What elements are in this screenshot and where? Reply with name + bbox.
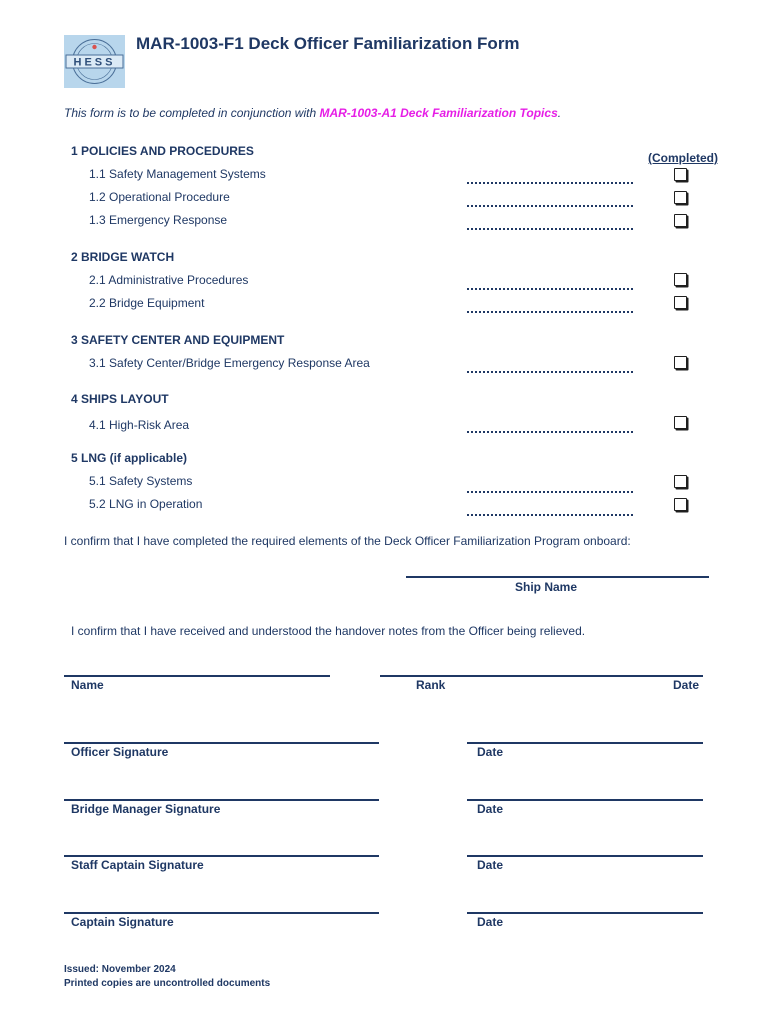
signature-date-label: Date bbox=[477, 802, 504, 816]
section-title: 3 SAFETY CENTER AND EQUIPMENT bbox=[71, 333, 285, 347]
issued-date: Issued: November 2024 bbox=[64, 964, 176, 975]
section-title: 5 LNG (if applicable) bbox=[71, 451, 188, 465]
completed-checkbox[interactable] bbox=[674, 168, 687, 181]
completed-checkbox[interactable] bbox=[674, 498, 687, 511]
bridge-manager-signature-line[interactable] bbox=[64, 799, 379, 801]
rank-label: Rank bbox=[416, 678, 446, 692]
captain-signature-line[interactable] bbox=[64, 912, 379, 914]
completed-checkbox[interactable] bbox=[674, 356, 687, 369]
officer-date-line[interactable] bbox=[467, 742, 703, 744]
signature-date-label: Date bbox=[477, 858, 504, 872]
section-title: 1 POLICIES AND PROCEDURES bbox=[71, 144, 254, 158]
completed-column-header: (Completed) bbox=[648, 151, 718, 165]
checklist-item: 5.2 LNG in Operation bbox=[89, 497, 203, 511]
officer-signature-label: Officer Signature bbox=[71, 745, 169, 759]
completed-checkbox[interactable] bbox=[674, 475, 687, 488]
checklist-item: 5.1 Safety Systems bbox=[89, 474, 193, 488]
section-title: 2 BRIDGE WATCH bbox=[71, 250, 175, 264]
checklist-item: 1.3 Emergency Response bbox=[89, 213, 228, 227]
checklist-item: 2.2 Bridge Equipment bbox=[89, 296, 205, 310]
staff-captain-signature-label: Staff Captain Signature bbox=[71, 858, 204, 872]
completed-checkbox[interactable] bbox=[674, 296, 687, 309]
logo-text: HESS bbox=[73, 56, 116, 69]
staff-captain-signature-line[interactable] bbox=[64, 855, 379, 857]
bridge-manager-date-line[interactable] bbox=[467, 799, 703, 801]
checklist-item: 4.1 High-Risk Area bbox=[89, 418, 190, 432]
dotted-leader bbox=[467, 491, 633, 493]
program-confirmation-statement: I confirm that I have completed the required elements of the Deck Officer Familiarization Program onboard: bbox=[64, 534, 631, 548]
dotted-leader bbox=[467, 182, 633, 184]
dotted-leader bbox=[467, 514, 633, 516]
date-label: Date bbox=[673, 678, 700, 692]
completed-checkbox[interactable] bbox=[674, 214, 687, 227]
intro-suffix: . bbox=[557, 106, 562, 120]
checklist-item: 2.1 Administrative Procedures bbox=[89, 273, 249, 287]
checklist-item: 3.1 Safety Center/Bridge Emergency Response Area bbox=[89, 356, 370, 370]
staff-captain-date-line[interactable] bbox=[467, 855, 703, 857]
officer-signature-line[interactable] bbox=[64, 742, 379, 744]
rank-date-line[interactable] bbox=[380, 675, 703, 677]
uncontrolled-note: Printed copies are uncontrolled documents bbox=[64, 978, 271, 989]
dotted-leader bbox=[467, 288, 633, 290]
ship-name-label: Ship Name bbox=[515, 580, 578, 594]
signature-date-label: Date bbox=[477, 915, 504, 929]
completed-checkbox[interactable] bbox=[674, 416, 687, 429]
dotted-leader bbox=[467, 228, 633, 230]
signature-date-label: Date bbox=[477, 745, 504, 759]
dotted-leader bbox=[467, 431, 633, 433]
name-line[interactable] bbox=[64, 675, 330, 677]
company-logo bbox=[64, 35, 125, 88]
ship-name-line[interactable] bbox=[406, 576, 709, 578]
completed-checkbox[interactable] bbox=[674, 273, 687, 286]
section-title: 4 SHIPS LAYOUT bbox=[71, 392, 169, 406]
intro-prefix: This form is to be completed in conjunction with bbox=[64, 106, 320, 120]
form-title: MAR-1003-F1 Deck Officer Familiarization Form bbox=[136, 34, 520, 53]
dotted-leader bbox=[467, 311, 633, 313]
checklist-item: 1.1 Safety Management Systems bbox=[89, 167, 266, 181]
dotted-leader bbox=[467, 371, 633, 373]
completed-checkbox[interactable] bbox=[674, 191, 687, 204]
captain-signature-label: Captain Signature bbox=[71, 915, 174, 929]
name-label: Name bbox=[71, 678, 104, 692]
handover-confirmation-statement: I confirm that I have received and understood the handover notes from the Officer being relieved. bbox=[71, 624, 586, 638]
checklist-item: 1.2 Operational Procedure bbox=[89, 190, 230, 204]
intro-text bbox=[64, 106, 561, 120]
captain-date-line[interactable] bbox=[467, 912, 703, 914]
dotted-leader bbox=[467, 205, 633, 207]
bridge-manager-signature-label: Bridge Manager Signature bbox=[71, 802, 221, 816]
topics-reference: MAR-1003-A1 Deck Familiarization Topics bbox=[319, 106, 558, 120]
